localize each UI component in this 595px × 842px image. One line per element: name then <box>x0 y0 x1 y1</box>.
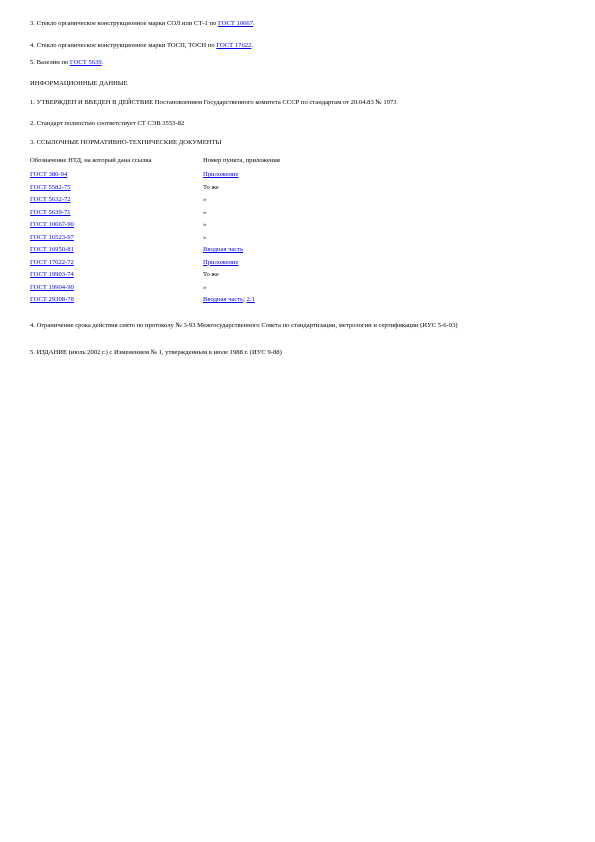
doc-cell <box>30 196 203 209</box>
info-item: 5. ИЗДАНИЕ (июль 2002 г.) с Изменением № 1, утвержденным в июле 1988 г. (ИУС 9-88) <box>30 349 282 356</box>
gost-link[interactable]: ГОСТ 5632-72 <box>30 196 71 203</box>
table-row <box>30 234 280 247</box>
table-row <box>30 171 280 184</box>
item-suffix: . <box>101 59 104 66</box>
info-item: 1. УТВЕРЖДЕН И ВВЕДЕН В ДЕЙСТВИЕ Постановлением Государственного комитета СССР по стандартам от 20.04.83 № 1973 <box>30 99 397 106</box>
ref-cell <box>203 296 280 309</box>
ref-cell <box>203 284 280 297</box>
section-link[interactable]: Вводная часть <box>203 246 244 253</box>
ref-cell <box>203 234 280 247</box>
gost-link[interactable]: ГОСТ 16950-81 <box>30 246 74 253</box>
table-row <box>30 271 280 284</box>
ref-cell <box>203 209 280 222</box>
doc-cell <box>30 221 203 234</box>
gost-link[interactable]: ГОСТ 19903-74 <box>30 271 74 278</box>
doc-cell <box>30 246 203 259</box>
table-header-row <box>30 157 280 171</box>
ref-text: » <box>203 196 207 203</box>
item-suffix: . <box>253 20 255 27</box>
ref-text: » <box>203 283 207 291</box>
column-header: Обозначение НТД, на который дана ссылка <box>30 157 152 164</box>
item-suffix: . <box>251 42 254 49</box>
doc-cell <box>30 171 203 184</box>
section-link[interactable]: Приложение <box>203 171 239 178</box>
ref-cell <box>203 259 280 272</box>
ref-text: » <box>203 233 207 241</box>
list-item <box>30 59 103 67</box>
ref-cell <box>203 196 280 209</box>
info-item: 3. ССЫЛОЧНЫЕ НОРМАТИВНО-ТЕХНИЧЕСКИЕ ДОКУМЕНТЫ <box>30 139 222 146</box>
section-link[interactable]: Вводная часть <box>203 296 244 303</box>
ref-text: То же <box>203 183 219 191</box>
gost-link[interactable]: ГОСТ 5639-71 <box>30 208 71 216</box>
gost-link[interactable]: ГОСТ 5639 <box>69 59 102 66</box>
ref-cell <box>203 221 280 234</box>
doc-cell <box>30 271 203 284</box>
table-row <box>30 296 280 309</box>
doc-cell <box>30 259 203 272</box>
ref-text: То же <box>203 271 219 278</box>
gost-link[interactable]: ГОСТ 29308-78 <box>30 296 74 303</box>
ref-cell <box>203 184 280 197</box>
item-text: 5. Вазелин по <box>30 59 70 66</box>
item-text: 3. Стекло органическое конструкционное марки СОЛ или СТ-1 по <box>30 20 218 27</box>
table-row <box>30 209 280 222</box>
gost-link[interactable]: ГОСТ 17622-72 <box>30 258 74 266</box>
gost-link[interactable]: ГОСТ 19904-90 <box>30 283 74 291</box>
list-item <box>30 20 255 28</box>
gost-link[interactable]: ГОСТ 16523-97 <box>30 233 74 241</box>
clause-link[interactable]: 2.1 <box>246 296 255 303</box>
section-link[interactable]: Приложение <box>203 258 239 266</box>
table-row <box>30 246 280 259</box>
table-row <box>30 196 280 209</box>
doc-cell <box>30 234 203 247</box>
doc-cell <box>30 284 203 297</box>
gost-link[interactable]: ГОСТ 17622 <box>216 42 252 49</box>
list-item <box>30 42 253 50</box>
table-row <box>30 284 280 297</box>
table-row <box>30 184 280 197</box>
ref-cell <box>203 171 280 184</box>
ref-cell <box>203 246 280 259</box>
gost-link[interactable]: ГОСТ 10667 <box>217 20 254 27</box>
ref-text: » <box>203 208 207 216</box>
item-text: 4. Стекло органическое конструкционное марки ТОСП, ТОСН по <box>30 42 217 49</box>
doc-cell <box>30 184 203 197</box>
doc-cell <box>30 209 203 222</box>
ref-separator: ; <box>243 296 247 303</box>
info-item: 2. Стандарт полностью соответствует СТ СЭВ 3553-82 <box>30 120 185 127</box>
section-heading: ИНФОРМАЦИОННЫЕ ДАННЫЕ <box>30 80 128 87</box>
gost-link[interactable]: ГОСТ 5582-75 <box>30 183 71 191</box>
ref-cell <box>203 271 280 284</box>
table-row <box>30 259 280 272</box>
gost-link[interactable]: ГОСТ 10667-90 <box>30 221 74 228</box>
column-header: Номер пункта, приложения <box>203 157 280 164</box>
references-table <box>30 157 280 309</box>
ref-text: » <box>203 221 207 228</box>
table-body <box>30 171 280 309</box>
doc-cell <box>30 296 203 309</box>
info-item: 4. Ограничение срока действия снято по протоколу № 3-93 Межгосударственного Совета по стандартизации, метрологии и сертификации (ИУС 5-6-93) <box>30 322 458 329</box>
table-row <box>30 221 280 234</box>
gost-link[interactable]: ГОСТ 380-94 <box>30 171 68 178</box>
